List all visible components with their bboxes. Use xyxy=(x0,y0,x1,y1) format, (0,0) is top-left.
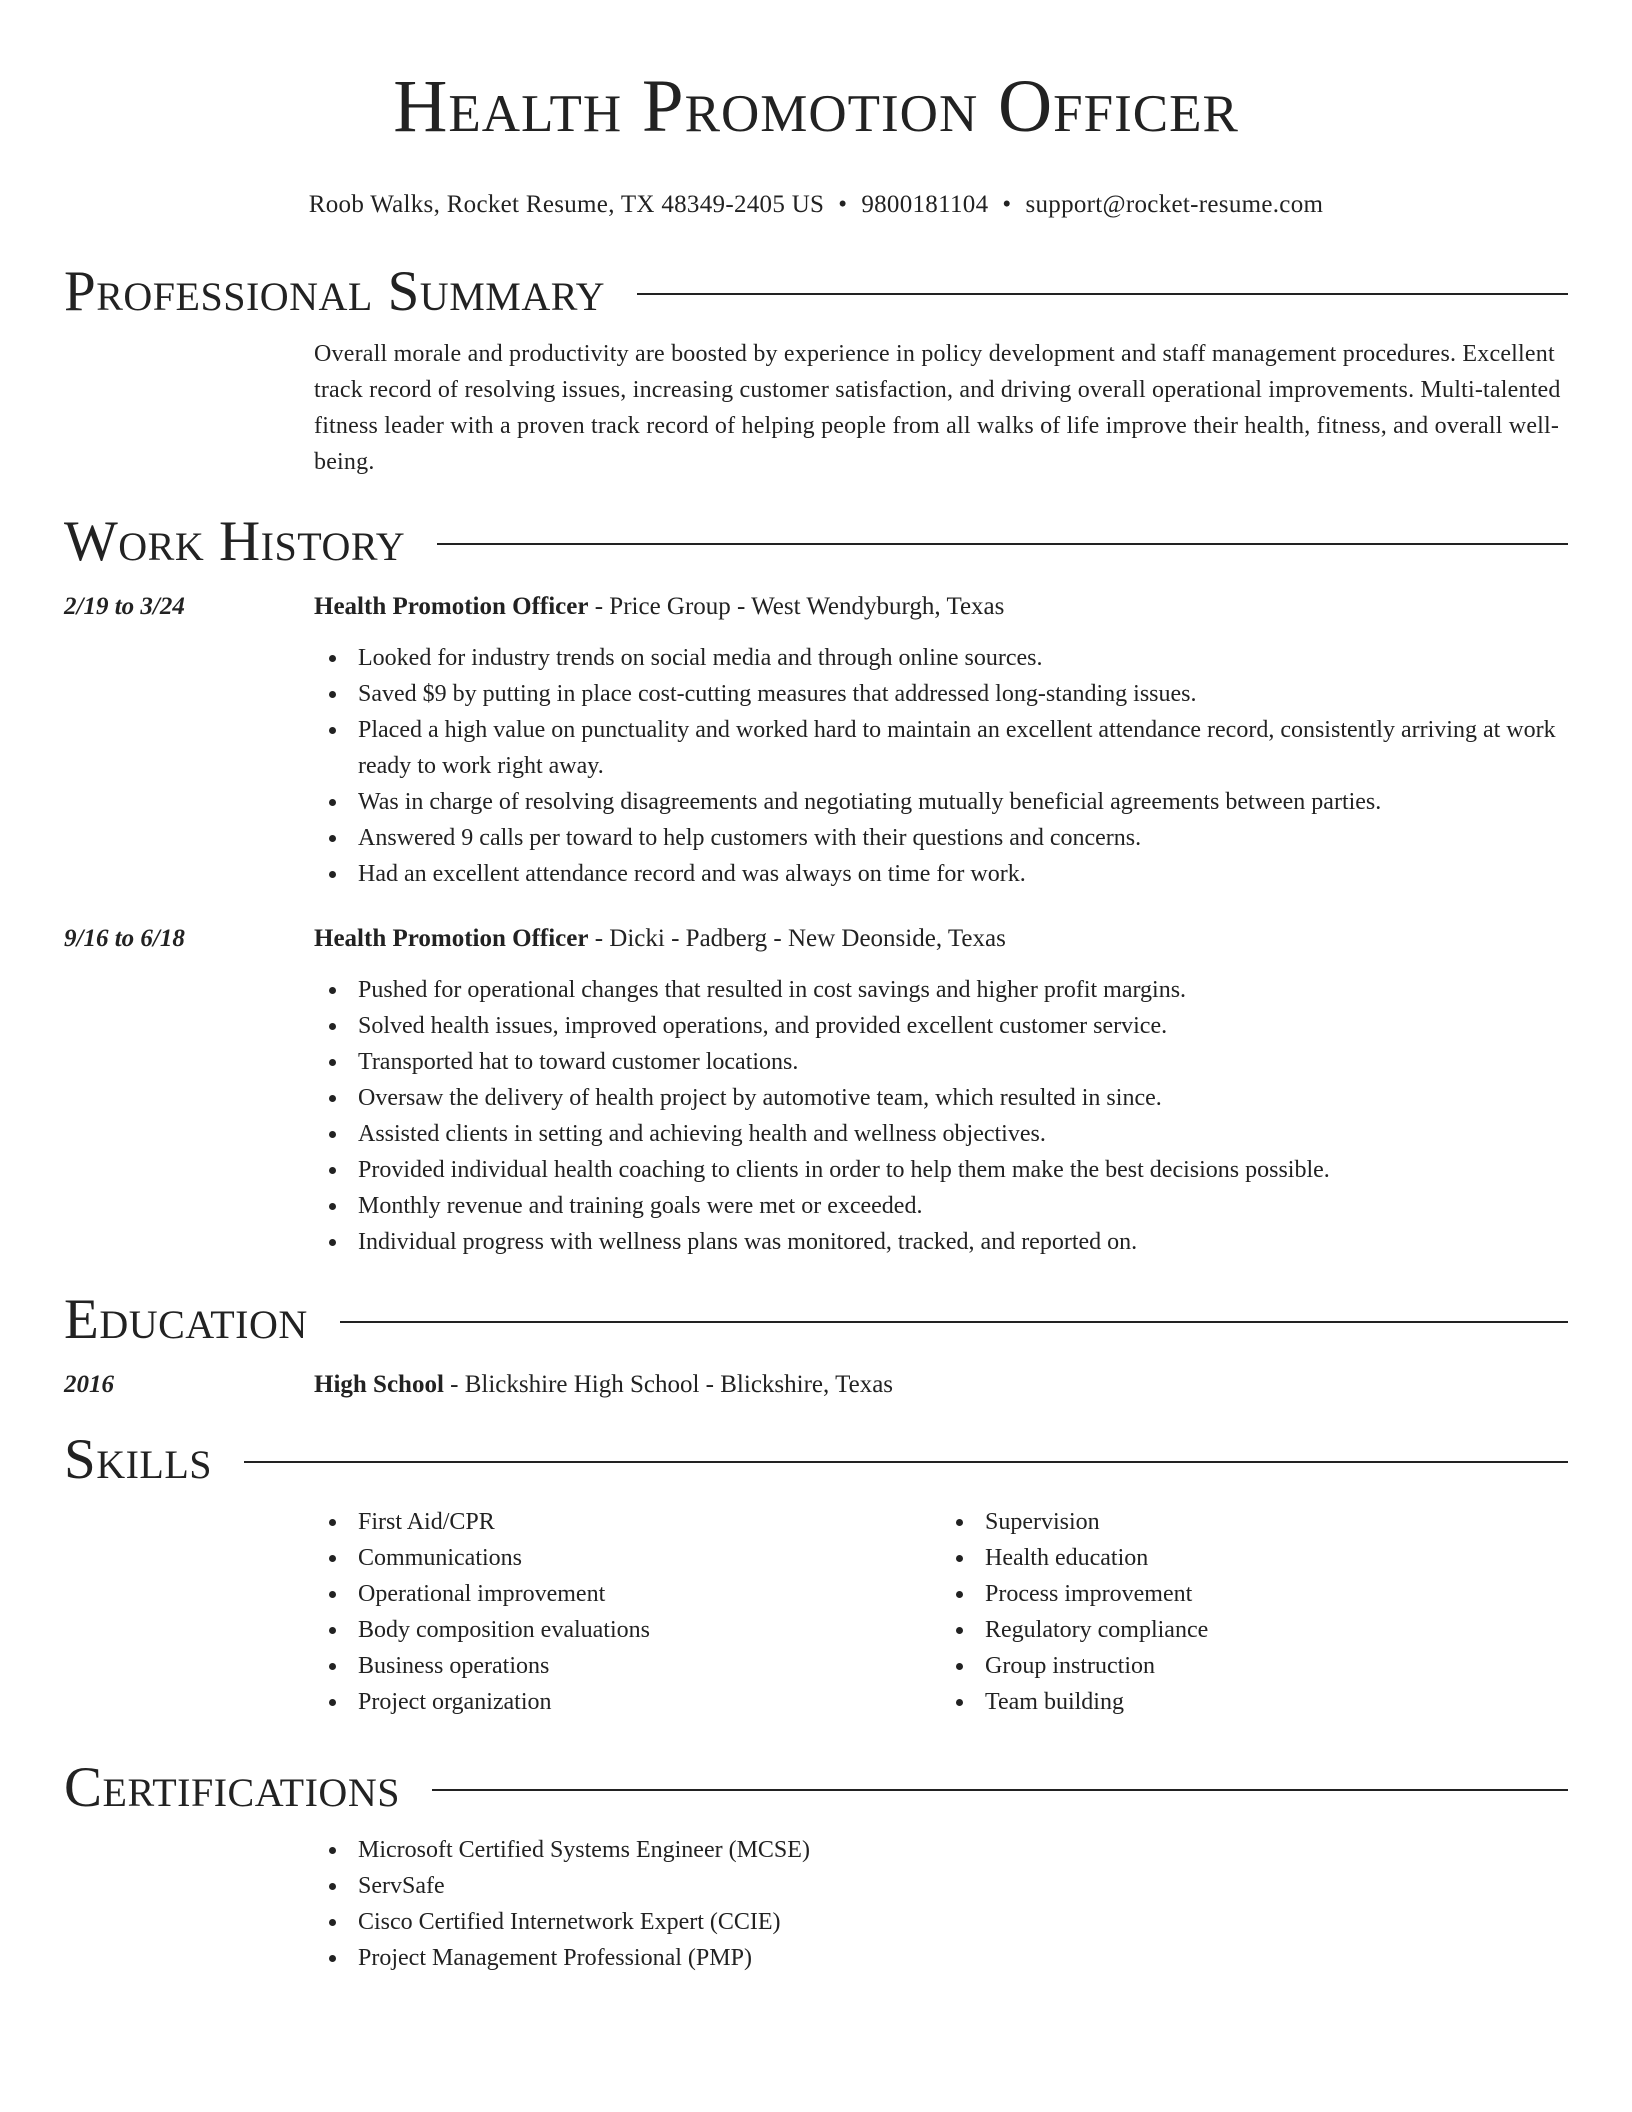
skills-heading: Skills xyxy=(64,1428,213,1491)
list-item: Solved health issues, improved operations, and provided excellent customer service. xyxy=(314,1008,1568,1044)
list-item: Pushed for operational changes that resulted in cost savings and higher profit margins. xyxy=(314,972,1568,1008)
skills-row xyxy=(64,1504,1568,1720)
list-item: Group instruction xyxy=(941,1648,1568,1684)
summary-heading: Professional Summary xyxy=(64,260,606,323)
job-details: - Price Group - West Wendyburgh, Texas xyxy=(588,593,1005,620)
certifications-list xyxy=(314,1832,1568,1976)
list-item: Supervision xyxy=(941,1504,1568,1540)
job-heading xyxy=(314,590,1568,624)
contact-separator: • xyxy=(838,191,848,218)
contact-email: support@rocket-resume.com xyxy=(1025,191,1324,218)
list-item: Answered 9 calls per toward to help customers with their questions and concerns. xyxy=(314,820,1568,856)
list-item: Monthly revenue and training goals were met or exceeded. xyxy=(314,1188,1568,1224)
job-dates: 9/16 to 6/18 xyxy=(64,925,185,952)
summary-spacer xyxy=(64,336,314,480)
list-item: Operational improvement xyxy=(314,1576,941,1612)
list-item: Transported hat to toward customer locations. xyxy=(314,1044,1568,1080)
contact-separator: • xyxy=(1002,191,1012,218)
job-heading xyxy=(314,922,1568,956)
education-section-header xyxy=(64,1290,1568,1350)
list-item: Project organization xyxy=(314,1684,941,1720)
skills-column-1 xyxy=(314,1504,941,1720)
list-item: ServSafe xyxy=(314,1868,1568,1904)
list-item: Provided individual health coaching to clients in order to help them make the best decisions possible. xyxy=(314,1152,1568,1188)
list-item: Team building xyxy=(941,1684,1568,1720)
education-heading-line xyxy=(314,1368,1568,1402)
skills-section-header xyxy=(64,1430,1568,1490)
summary-row xyxy=(64,336,1568,480)
list-item: Body composition evaluations xyxy=(314,1612,941,1648)
skills-column-2 xyxy=(941,1504,1568,1720)
list-item: Microsoft Certified Systems Engineer (MCSE) xyxy=(314,1832,1568,1868)
job-dates: 2/19 to 3/24 xyxy=(64,593,185,620)
summary-text: Overall morale and productivity are boosted by experience in policy development and staff management procedures. Excellent track record of resolving issues, increasing customer satisfaction, and driving overall operational improvements. Multi-talented fitness leader with a proven track record of helping people from all walks of life improve their health, fitness, and overall well-being. xyxy=(314,341,1561,475)
education-heading: Education xyxy=(64,1288,308,1351)
list-item: Cisco Certified Internetwork Expert (CCIE) xyxy=(314,1904,1568,1940)
job-entry xyxy=(64,590,1568,892)
section-divider xyxy=(244,1461,1568,1463)
certifications-spacer xyxy=(64,1832,314,1976)
list-item: Regulatory compliance xyxy=(941,1612,1568,1648)
contact-phone: 9800181104 xyxy=(861,191,989,218)
education-details: - Blickshire High School - Blickshire, Texas xyxy=(443,1371,894,1398)
education-entry xyxy=(64,1368,1568,1402)
work-heading: Work History xyxy=(64,510,406,573)
skills-grid xyxy=(314,1504,1568,1720)
skills-spacer xyxy=(64,1504,314,1720)
job-entry xyxy=(64,922,1568,1260)
list-item: Had an excellent attendance record and was always on time for work. xyxy=(314,856,1568,892)
contact-line xyxy=(64,190,1568,220)
contact-address: Roob Walks, Rocket Resume, TX 48349-2405 US xyxy=(308,191,825,218)
list-item: Process improvement xyxy=(941,1576,1568,1612)
list-item: Communications xyxy=(314,1540,941,1576)
certifications-row xyxy=(64,1832,1568,1976)
list-item: Assisted clients in setting and achieving health and wellness objectives. xyxy=(314,1116,1568,1152)
section-divider xyxy=(637,293,1568,295)
section-divider xyxy=(437,543,1568,545)
list-item: Health education xyxy=(941,1540,1568,1576)
job-bullets xyxy=(314,640,1568,892)
section-divider xyxy=(432,1789,1568,1791)
resume-name: Health Promotion Officer xyxy=(393,65,1239,148)
certifications-heading: Certifications xyxy=(64,1756,400,1819)
list-item: Placed a high value on punctuality and worked hard to maintain an excellent attendance record, consistently arriving at work ready to work right away. xyxy=(314,712,1568,784)
list-item: Was in charge of resolving disagreements and negotiating mutually beneficial agreements between parties. xyxy=(314,784,1568,820)
list-item: Individual progress with wellness plans was monitored, tracked, and reported on. xyxy=(314,1224,1568,1260)
list-item: Looked for industry trends on social media and through online sources. xyxy=(314,640,1568,676)
job-title: Health Promotion Officer xyxy=(314,925,589,952)
work-section-header xyxy=(64,512,1568,572)
list-item: First Aid/CPR xyxy=(314,1504,941,1540)
education-year: 2016 xyxy=(64,1371,114,1398)
section-divider xyxy=(340,1321,1568,1323)
list-item: Project Management Professional (PMP) xyxy=(314,1940,1568,1976)
job-title: Health Promotion Officer xyxy=(314,593,589,620)
job-details: - Dicki - Padberg - New Deonside, Texas xyxy=(588,925,1006,952)
summary-section-header xyxy=(64,262,1568,322)
list-item: Oversaw the delivery of health project by automotive team, which resulted in since. xyxy=(314,1080,1568,1116)
list-item: Business operations xyxy=(314,1648,941,1684)
list-item: Saved $9 by putting in place cost-cutting measures that addressed long-standing issues. xyxy=(314,676,1568,712)
job-bullets xyxy=(314,972,1568,1260)
certifications-section-header xyxy=(64,1758,1568,1818)
education-degree: High School xyxy=(314,1371,444,1398)
